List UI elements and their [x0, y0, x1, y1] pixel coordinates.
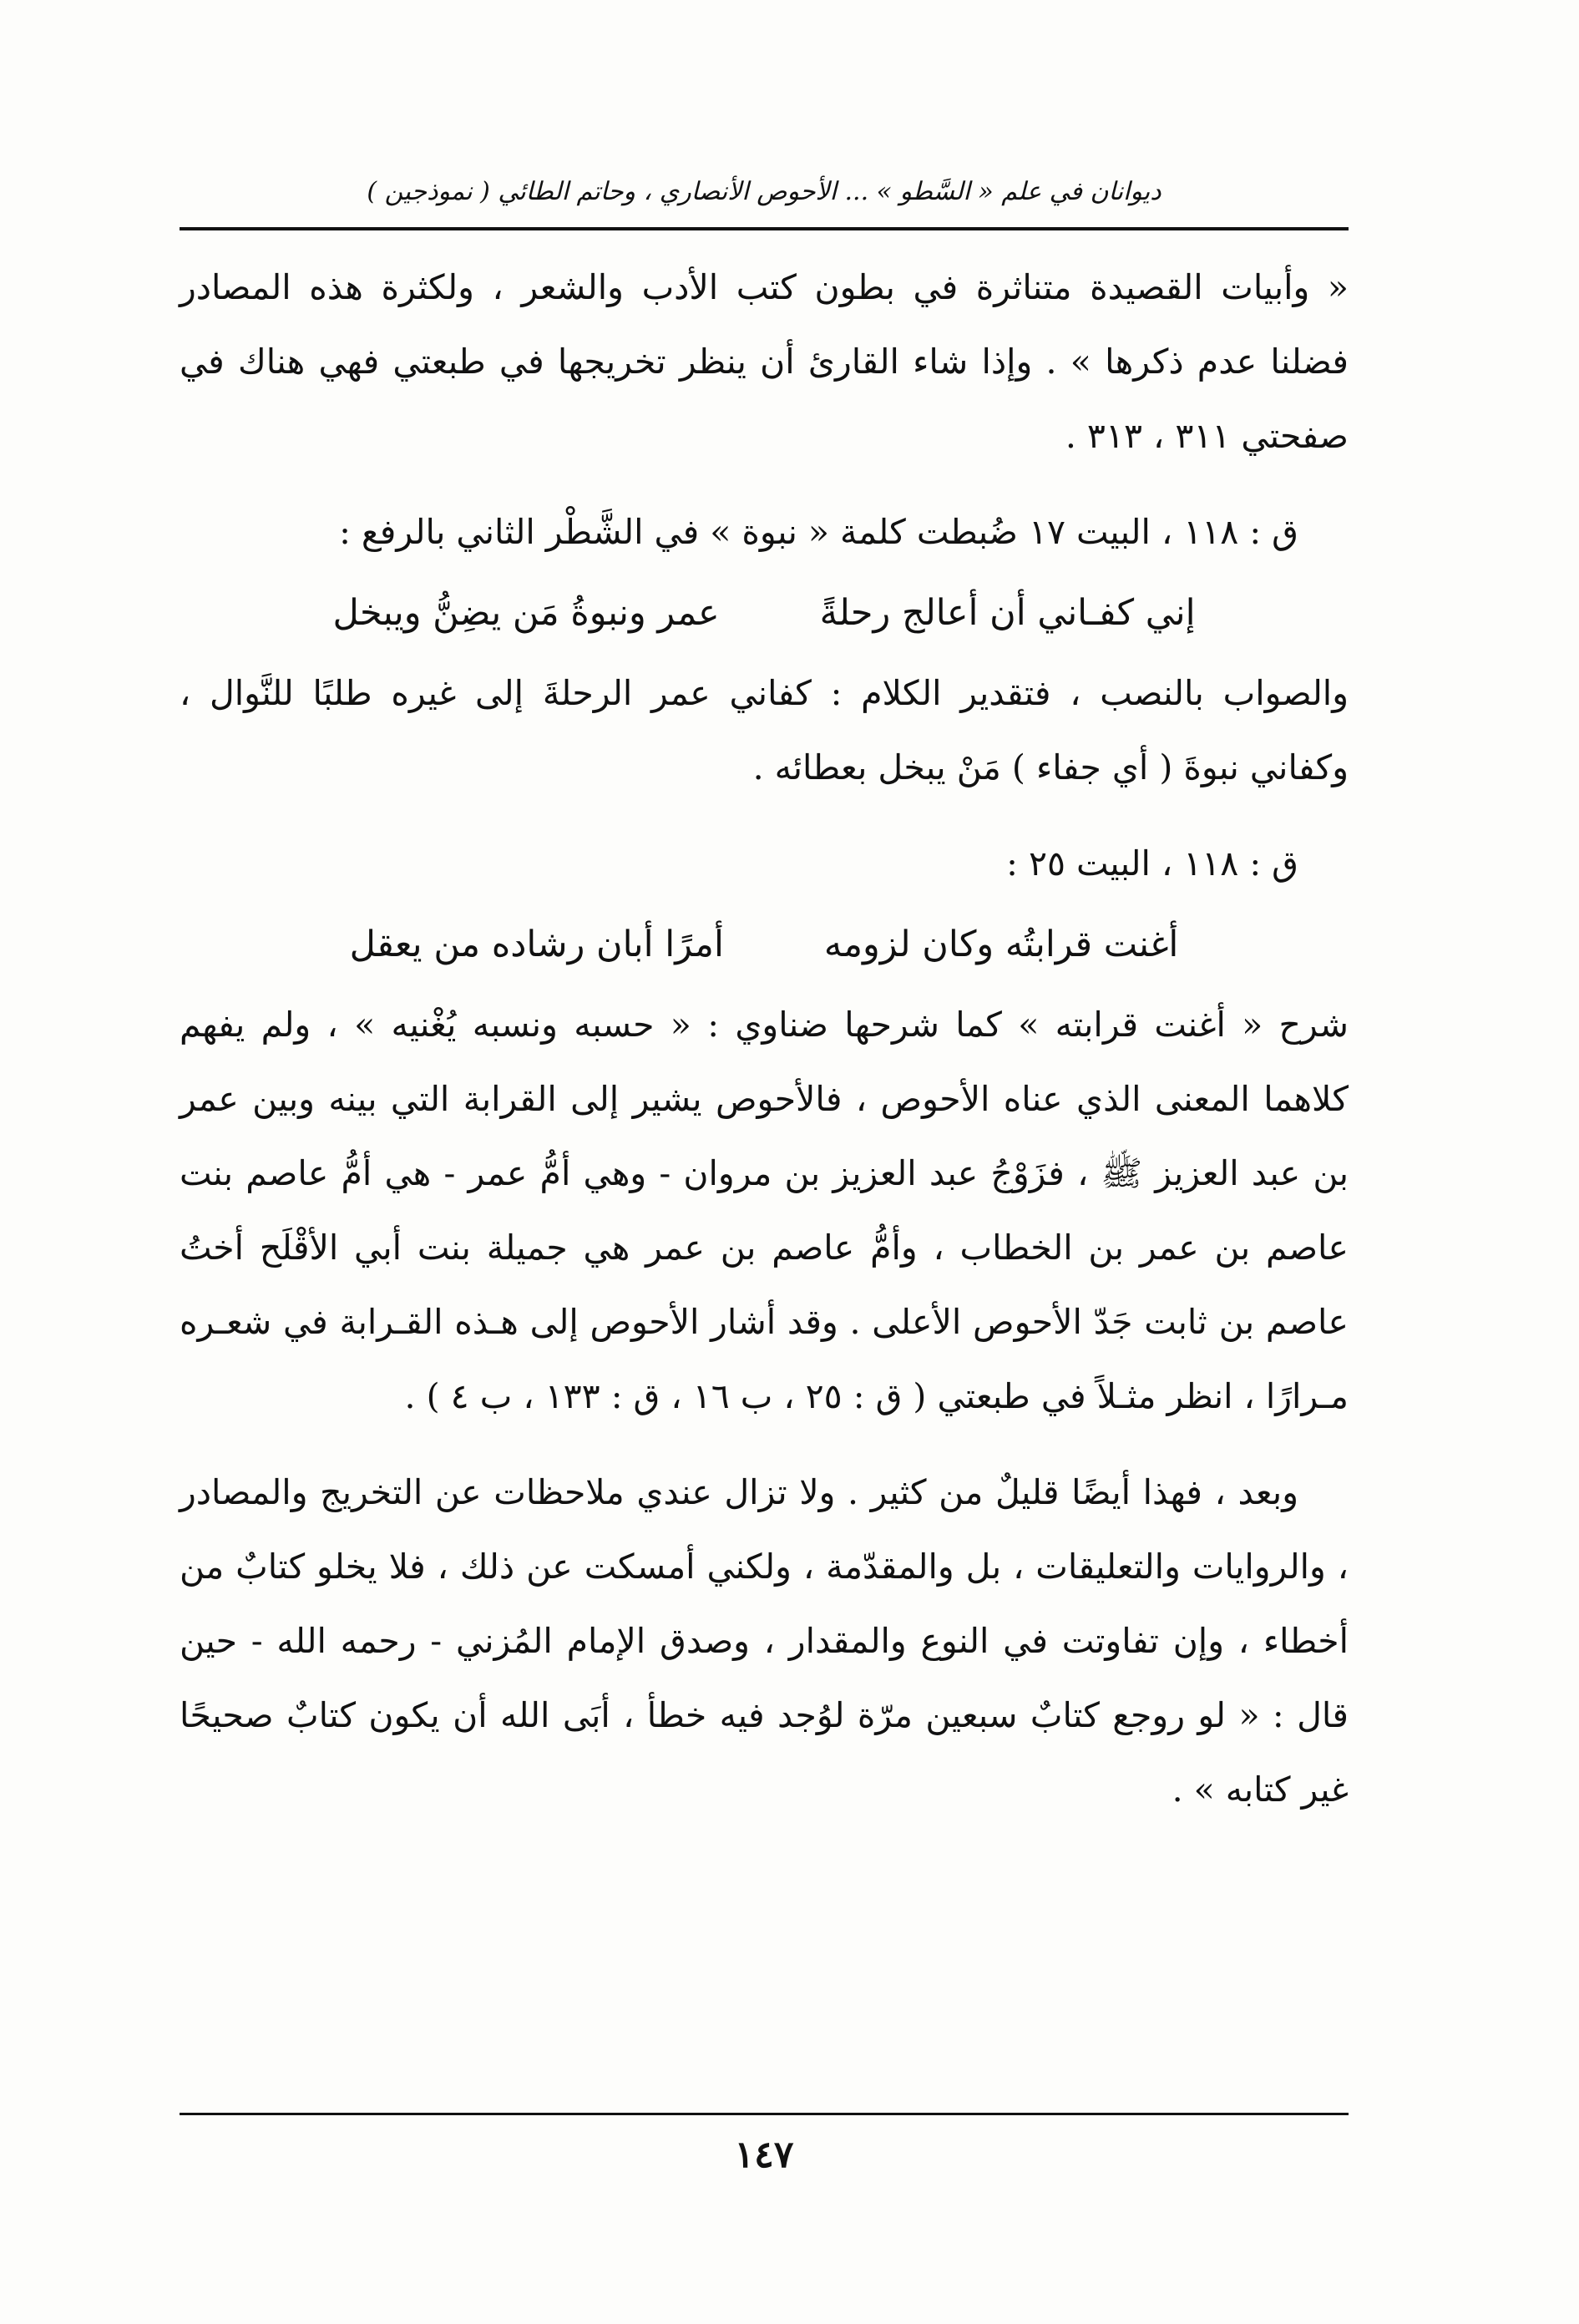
- paragraph-quote-sources: « وأبيات القصيدة متناثرة في بطون كتب الأدب والشعر ، ولكثرة هذه المصادر فضلنا عدم ذكرها » . وإذا شاء القارئ أن ينظر تخريجها في طبعتي فهي هناك في صفحتي ٣١١ ، ٣١٣ .: [180, 267, 1349, 456]
- verse-2-first-hemistich: أغنت قرابتُه وكان لزومه: [823, 924, 1179, 965]
- page-body: [180, 251, 1349, 1827]
- verse-line-1: [180, 570, 1349, 656]
- spacer: [180, 1434, 1349, 1456]
- paragraph-note-verse-17: ق : ١١٨ ، البيت ١٧ ضُبطت كلمة « نبوة » في الشَّطْر الثاني بالرفع :: [339, 512, 1298, 552]
- verse-1-second-hemistich: عمر ونبوةُ مَن يضِنُّ ويبخل: [332, 592, 720, 634]
- paragraph-correction: والصواب بالنصب ، فتقدير الكلام : كفاني عمر الرحلةَ إلى غيره طلبًا للنَّوال ، وكفاني نبوةَ ( أي جفاء ) مَنْ يبخل بعطائه .: [180, 673, 1349, 787]
- paragraph-explanation: شرح « أغنت قرابته » كما شرحها ضناوي : « حسبه ونسبه يُغْنيه » ، ولم يفهم كلاهما المعنى الذي عناه الأحوص ، فالأحوص يشير إلى القرابة التي بينه وبين عمر بن عبد العزيز ﷺ ، فزَوْجُ عبد العزيز بن مروان - وهي أمُّ عمر - هي أمُّ عاصم بنت عاصم بن عمر بن الخطاب ، وأمُّ عاصم بن عمر هي جميلة بنت أبي الأقْلَح أختُ عاصم بن ثابت جَدّ الأحوص الأعلى . وقد أشار الأحوص إلى هـذه القـرابة في شعـره مـرارًا ، انظر مثـلاً في طبعتي ( ق : ٢٥ ، ب ١٦ ، ق : ١٣٣ ، ب ٤ ) .: [180, 1005, 1349, 1416]
- footer-rule: [180, 2113, 1349, 2115]
- spacer: [180, 473, 1349, 495]
- verse-1-first-hemistich: إني كفـاني أن أعالج رحلةً: [819, 592, 1196, 634]
- verse-line-2: [180, 901, 1349, 988]
- verse-2-second-hemistich: أمرًا أبان رشاده من يعقل: [349, 924, 724, 965]
- paragraph-note-verse-25: ق : ١١٨ ، البيت ٢٥ :: [1006, 843, 1298, 884]
- paragraph-conclusion: وبعد ، فهذا أيضًا قليلٌ من كثير . ولا تزال عندي ملاحظات عن التخريج والمصادر ، والروايات والتعليقات ، بل والمقدّمة ، ولكني أمسكت عن ذلك ، فلا يخلو كتابٌ من أخطاء ، وإن تفاوتت في النوع والمقدار ، وصدق الإمام المُزني - رحمه الله - حين قال : « لو روجع كتابٌ سبعين مرّة لوُجد فيه خطأ ، أبَى الله أن يكون كتابٌ صحيحًا غير كتابه » .: [180, 1472, 1349, 1810]
- header-rule: [180, 227, 1349, 230]
- spacer: [180, 805, 1349, 827]
- running-header: ديوانان في علم « السَّطو » ... الأحوص الأنصاري ، وحاتم الطائي ( نموذجين ): [367, 177, 1161, 206]
- page-number: ١٤٧: [734, 2134, 794, 2176]
